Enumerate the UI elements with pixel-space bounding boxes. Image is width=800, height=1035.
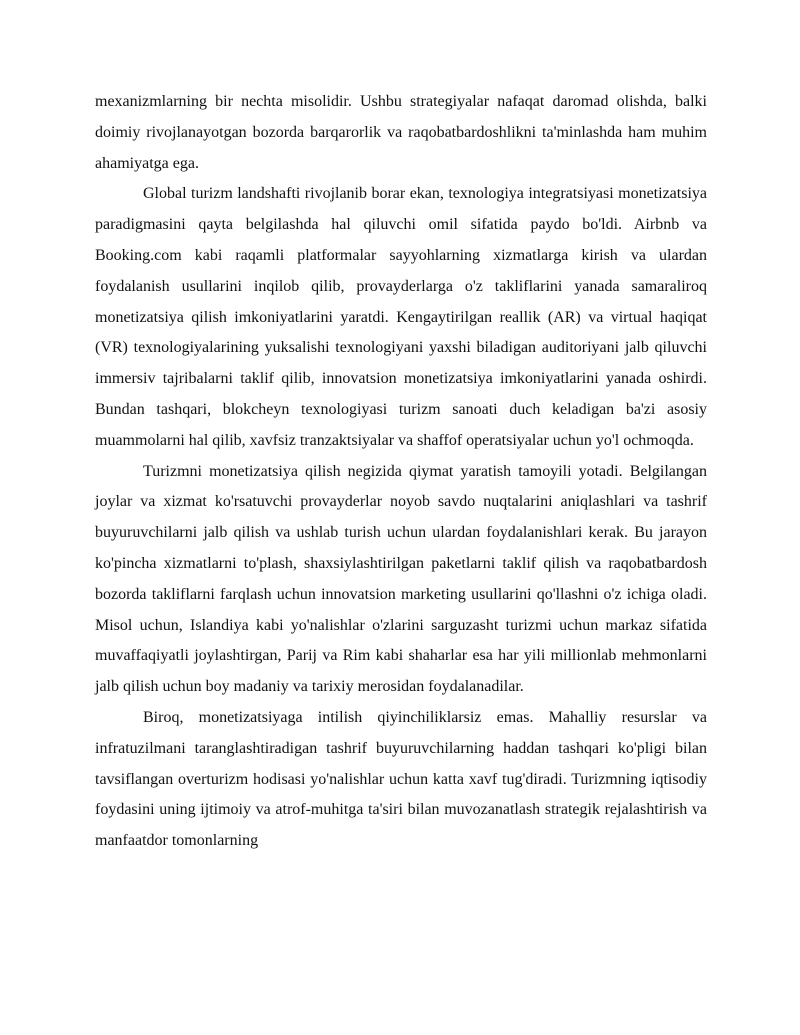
paragraph-challenges: Biroq, monetizatsiyaga intilish qiyinchiliklarsiz emas. Mahalliy resurslar va infratuzilmani taranglashtiradigan tashrif buyuruvchilarning haddan tashqari ko'pligi bilan tavsiflangan overturizm hodisasi yo'nalishlar uchun katta xavf tug'diradi. Turizmning iqtisodiy foydasini uning ijtimoiy va atrof-muhitga ta'siri bilan muvozanatlash strategik rejalashtirish va manfaatdor tomonlarning (95, 708, 707, 850)
paragraph-technology: Global turizm landshafti rivojlanib borar ekan, texnologiya integratsiyasi monetizatsiya paradigmasini qayta belgilashda hal qiluvchi omil sifatida paydo bo'ldi. Airbnb va Booking.com kabi raqamli platformalar sayyohlarning xizmatlarga kirish va ulardan foydalanish usullarini inqilob qilib, provayderlarga o'z takliflarini yanada samaraliroq monetizatsiya qilish imkoniyatlarini yaratdi. Kengaytirilgan reallik (AR) va virtual haqiqat (VR) texnologiyalarining yuksalishi texnologiyani yaxshi biladigan auditoriyani jalb qiluvchi immersiv tajribalarni taklif qilib, innovatsion monetizatsiya imkoniyatlarini yanada oshirdi. Bundan tashqari, blokcheyn texnologiyasi turizm sanoati duch keladigan ba'zi asosiy muammolarni hal qilib, xavfsiz tranzaktsiyalar va shaffof operatsiyalar uchun yo'l ochmoqda. (95, 185, 707, 449)
document-page (95, 87, 707, 857)
paragraph-value-creation: Turizmni monetizatsiya qilish negizida qiymat yaratish tamoyili yotadi. Belgilangan joylar va xizmat ko'rsatuvchi provayderlar noyob savdo nuqtalarini aniqlashlari va tashrif buyuruvchilarni jalb qilish va ushlab turish uchun ulardan foydalanishlari kerak. Bu jarayon ko'pincha xizmatlarni to'plash, shaxsiylashtirilgan paketlarni taklif qilish va raqobatbardosh bozorda takliflarni farqlash uchun innovatsion marketing usullarini qo'llashni o'z ichiga oladi. Misol uchun, Islandiya kabi yo'nalishlar o'zlarini sarguzasht turizmi uchun markaz sifatida muvaffaqiyatli joylashtirgan, Parij va Rim kabi shaharlar esa har yili millionlab mehmonlarni jalb qilish uchun boy madaniy va tarixiy merosidan foydalanadilar. (95, 462, 707, 696)
paragraph-continuation: mexanizmlarning bir nechta misolidir. Ushbu strategiyalar nafaqat daromad olishda, balki doimiy rivojlanayotgan bozorda barqarorlik va raqobatbardoshlikni ta'minlashda ham muhim ahamiyatga ega. (95, 93, 707, 172)
